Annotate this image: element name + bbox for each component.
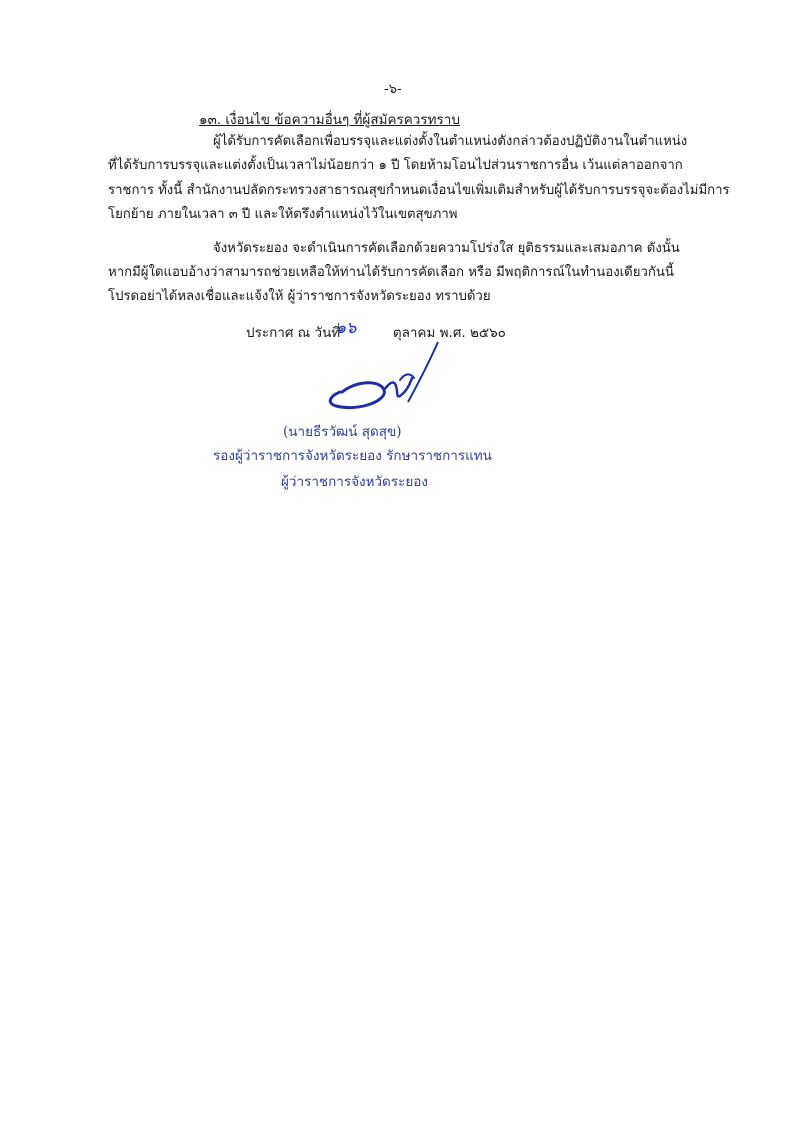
handwritten-day: ๑๖ bbox=[336, 318, 357, 337]
paragraph-1-line-4: โยกย้าย ภายในเวลา ๓ ปี และให้ตรึงตำแหน่งไว้ในเขตสุขภาพ bbox=[108, 207, 458, 222]
page-number: -๖- bbox=[384, 82, 402, 97]
signatory-position: รองผู้ว่าราชการจังหวัดระยอง รักษาราชการแทน bbox=[213, 448, 492, 464]
paragraph-1-line-1: ผู้ได้รับการคัดเลือกเพื่อบรรจุและแต่งตั้งในตำแหน่งดังกล่าวต้องปฏิบัติงานในตำแหน่ง bbox=[213, 134, 688, 149]
signatory-acting-for: ผู้ว่าราชการจังหวัดระยอง bbox=[281, 474, 428, 490]
paragraph-2-line-2: หากมีผู้ใดแอบอ้างว่าสามารถช่วยเหลือให้ท่านได้รับการคัดเลือก หรือ มีพฤติการณ์ในทำนองเดียวกันนี้ bbox=[108, 265, 674, 280]
paragraph-2-line-1: จังหวัดระยอง จะดำเนินการคัดเลือกด้วยความโปร่งใส ยุติธรรมและเสมอภาค ดังนั้น bbox=[213, 241, 680, 256]
section-heading: ๑๓. เงื่อนไข ข้อความอื่นๆ ที่ผู้สมัครควรทราบ bbox=[199, 112, 460, 128]
paragraph-2-line-3: โปรดอย่าได้หลงเชื่อและแจ้งให้ ผู้ว่าราชการจังหวัดระยอง ทราบด้วย bbox=[108, 289, 491, 304]
announcement-prefix: ประกาศ ณ วันที่ bbox=[246, 325, 341, 341]
announcement-suffix: ตุลาคม พ.ศ. ๒๕๖๐ bbox=[392, 325, 506, 341]
signature-mark bbox=[280, 340, 480, 420]
signatory-name: (นายธีรวัฒน์ สุดสุข) bbox=[283, 424, 402, 440]
paragraph-1-line-2: ที่ได้รับการบรรจุและแต่งตั้งเป็นเวลาไม่น้อยกว่า ๑ ปี โดยห้ามโอนไปส่วนราชการอื่น เว้นแต่ลาออกจาก bbox=[108, 158, 683, 173]
paragraph-1-line-3: ราชการ ทั้งนี้ สำนักงานปลัดกระทรวงสาธารณสุขกำหนดเงื่อนไขเพิ่มเติมสำหรับผู้ได้รับการบรรจุจะต้องไม่มีการ bbox=[108, 183, 730, 198]
